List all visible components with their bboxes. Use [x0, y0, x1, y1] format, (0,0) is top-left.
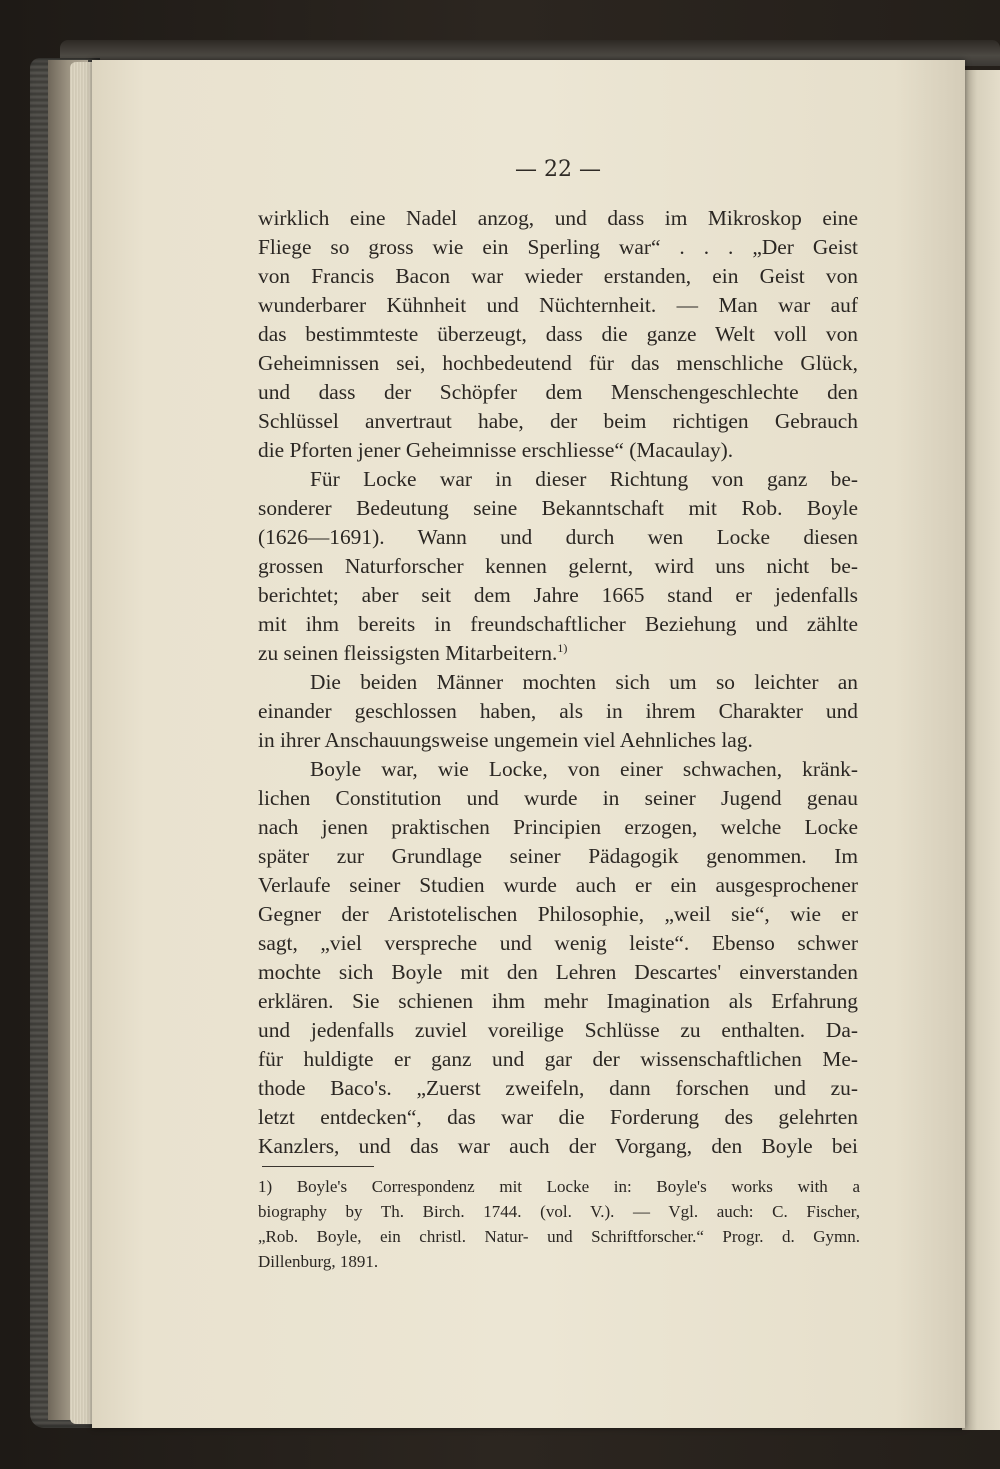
text-line: das bestimmteste überzeugt, dass die ganze Welt voll von — [258, 322, 858, 346]
text-line: von Francis Bacon war wieder erstanden, ein Geist von — [258, 264, 858, 288]
text-line: letzt entdecken“, das war die Forderung des gelehrten — [258, 1105, 858, 1129]
text-line: und dass der Schöpfer dem Menschengeschlechte den — [258, 380, 858, 404]
text-line: nach jenen praktischen Principien erzogen, welche Locke — [258, 815, 858, 839]
footnote-line: biography by Th. Birch. 1744. (vol. V.). — Vgl. auch: C. Fischer, — [258, 1202, 860, 1221]
footnote — [258, 1174, 860, 1274]
text-line: (1626—1691). Wann und durch wen Locke diesen — [258, 525, 858, 549]
footnote-reference: 1) — [557, 640, 568, 655]
text-line: einander geschlossen haben, als in ihrem Charakter und — [258, 699, 858, 723]
body-text — [258, 204, 858, 1161]
footnote-line: Dillenburg, 1891. — [258, 1252, 379, 1271]
text-line: Verlaufe seiner Studien wurde auch er ein ausgesprochener — [258, 873, 858, 897]
text-line: die Pforten jener Geheimnisse erschliesse“ (Macaulay). — [258, 438, 734, 462]
text-line: und jedenfalls zuviel voreilige Schlüsse zu enthalten. Da- — [258, 1018, 858, 1042]
text-line: Für Locke war in dieser Richtung von ganz be- — [310, 467, 858, 491]
text-line: für huldigte er ganz und gar der wissenschaftlichen Me- — [258, 1047, 858, 1071]
text-line: sagt, „viel verspreche und wenig leiste“. Ebenso schwer — [258, 931, 858, 955]
text-line: in ihrer Anschauungsweise ungemein viel Aehnliches lag. — [258, 728, 753, 752]
footnote-divider — [262, 1166, 374, 1167]
text-line: thode Baco's. „Zuerst zweifeln, dann forschen und zu- — [258, 1076, 858, 1100]
text-line: wirklich eine Nadel anzog, und dass im Mikroskop eine — [258, 206, 858, 230]
text-line: erklären. Sie schienen ihm mehr Imagination als Erfahrung — [258, 989, 858, 1013]
footnote-line: „Rob. Boyle, ein christl. Natur- und Schriftforscher.“ Progr. d. Gymn. — [258, 1227, 860, 1246]
text-line: mochte sich Boyle mit den Lehren Descartes' einverstanden — [258, 960, 858, 984]
text-line: Gegner der Aristotelischen Philosophie, „weil sie“, wie er — [258, 902, 858, 926]
text-line: später zur Grundlage seiner Pädagogik genommen. Im — [258, 844, 858, 868]
text-line-with-footnote-ref — [258, 639, 858, 668]
text-line: Die beiden Männer mochten sich um so leichter an — [310, 670, 858, 694]
text-line: Schlüssel anvertraut habe, der beim richtigen Gebrauch — [258, 409, 858, 433]
text-line: Geheimnissen sei, hochbedeutend für das menschliche Glück, — [258, 351, 858, 375]
text-line: berichtet; aber seit dem Jahre 1665 stand er jedenfalls — [258, 583, 858, 607]
text-line: zu seinen fleissigsten Mitarbeitern. — [258, 641, 558, 665]
text-line: wunderbarer Kühnheit und Nüchternheit. — Man war auf — [258, 293, 858, 317]
footnote-line: 1) Boyle's Correspondenz mit Locke in: Boyle's works with a — [258, 1177, 860, 1196]
text-line: Boyle war, wie Locke, von einer schwachen, kränk- — [310, 757, 858, 781]
text-line: sonderer Bedeutung seine Bekanntschaft mit Rob. Boyle — [258, 496, 858, 520]
text-line: lichen Constitution und wurde in seiner Jugend genau — [258, 786, 858, 810]
facing-page-edge — [962, 70, 1000, 1430]
text-line: grossen Naturforscher kennen gelernt, wird uns nicht be- — [258, 554, 858, 578]
page-number: — 22 — — [515, 157, 601, 182]
text-line: Fliege so gross wie ein Sperling war“ . . . „Der Geist — [258, 235, 858, 259]
text-line: mit ihm bereits in freundschaftlicher Beziehung und zählte — [258, 612, 858, 636]
text-line: Kanzlers, und das war auch der Vorgang, den Boyle bei — [258, 1134, 858, 1158]
